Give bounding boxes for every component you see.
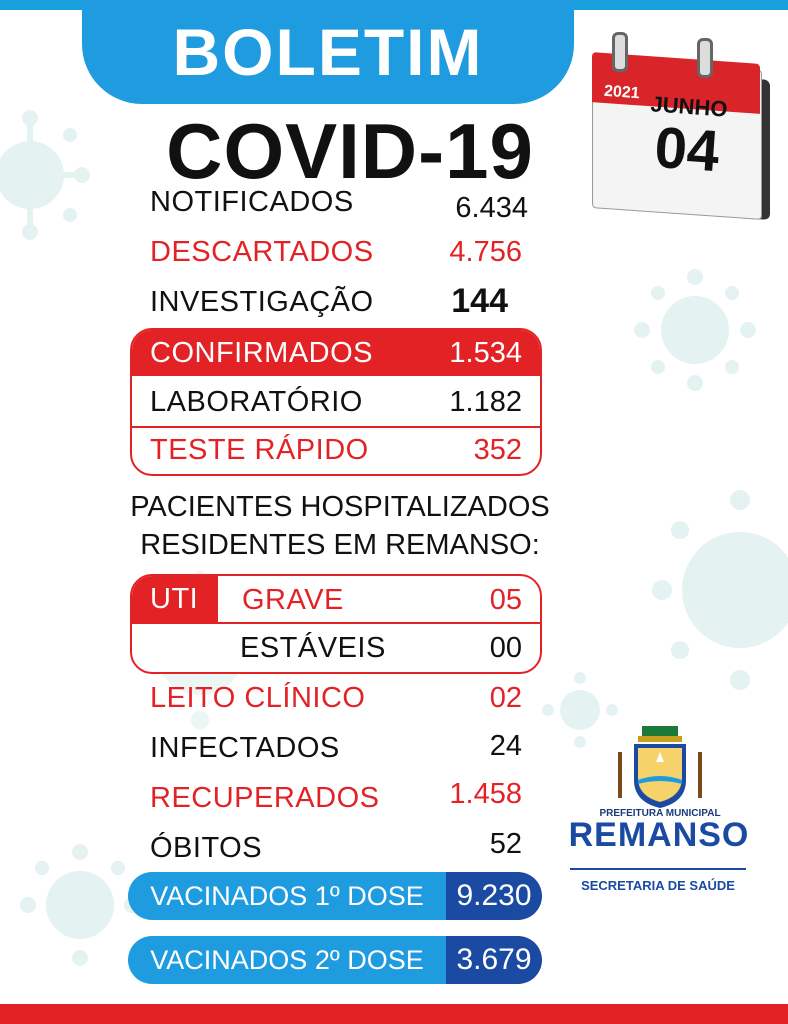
logo-divider: [570, 868, 746, 870]
descartados-label: DESCARTADOS: [150, 236, 374, 268]
notificados-value: 6.434: [455, 192, 528, 224]
estaveis-value: 00: [489, 632, 522, 664]
obitos-value: 52: [489, 828, 522, 860]
calendar-day: 04: [652, 114, 722, 185]
uti-label: UTI: [150, 583, 199, 615]
divider: [132, 622, 540, 624]
vaccine-2-label: VACINADOS 2º DOSE: [128, 936, 446, 984]
uti-tag: [132, 576, 218, 622]
banner-title: BOLETIM: [172, 15, 484, 89]
calendar-year: 2021: [603, 82, 641, 103]
logo-city: REMANSO: [568, 816, 750, 854]
virus-icon: [650, 480, 788, 700]
recuperados-label: RECUPERADOS: [150, 782, 380, 814]
infectados-value: 24: [489, 730, 522, 762]
vaccine-2-value: 3.679: [446, 936, 542, 984]
leito-clinico-value: 02: [489, 682, 522, 714]
hospital-heading-line1: PACIENTES HOSPITALIZADOS: [130, 491, 550, 523]
recuperados-value: 1.458: [449, 778, 522, 810]
leito-clinico-label: LEITO CLÍNICO: [150, 682, 366, 714]
virus-icon: [540, 670, 620, 750]
vaccine-1-pill: [128, 872, 542, 920]
grave-value: 05: [489, 584, 522, 616]
investigacao-value: 144: [451, 282, 508, 320]
virus-icon: [0, 100, 90, 250]
logo-prefeitura: PREFEITURA MUNICIPAL: [599, 808, 721, 819]
divider: [132, 426, 540, 428]
estaveis-label: ESTÁVEIS: [240, 632, 386, 664]
coat-of-arms-icon: [612, 722, 708, 812]
notificados-label: NOTIFICADOS: [150, 186, 354, 218]
vaccine-1-label: VACINADOS 1º DOSE: [128, 872, 446, 920]
vaccine-1-value: 9.230: [446, 872, 542, 920]
obitos-label: ÓBITOS: [150, 832, 263, 864]
grave-label: GRAVE: [242, 584, 344, 616]
descartados-value: 4.756: [449, 236, 522, 268]
calendar-month: JUNHO: [649, 91, 729, 122]
confirmed-header: [132, 330, 540, 376]
hospital-heading-line2: RESIDENTES EM REMANSO:: [140, 529, 540, 561]
teste-rapido-label: TESTE RÁPIDO: [150, 434, 369, 466]
virus-icon: [20, 840, 140, 970]
laboratorio-value: 1.182: [449, 386, 522, 418]
virus-icon: [630, 265, 760, 395]
confirmados-value: 1.534: [449, 337, 522, 369]
page-title: COVID-19: [166, 107, 534, 195]
infectados-label: INFECTADOS: [150, 732, 340, 764]
teste-rapido-value: 352: [473, 434, 522, 466]
uti-box: [130, 574, 542, 674]
logo-secretaria: SECRETARIA DE SAÚDE: [581, 878, 735, 893]
laboratorio-label: LABORATÓRIO: [150, 386, 363, 418]
confirmed-box: [130, 328, 542, 476]
calendar-icon: [582, 28, 774, 218]
confirmados-label: CONFIRMADOS: [150, 337, 373, 369]
investigacao-label: INVESTIGAÇÃO: [150, 286, 374, 318]
vaccine-2-pill: [128, 936, 542, 984]
footer-bar: [0, 1004, 788, 1024]
